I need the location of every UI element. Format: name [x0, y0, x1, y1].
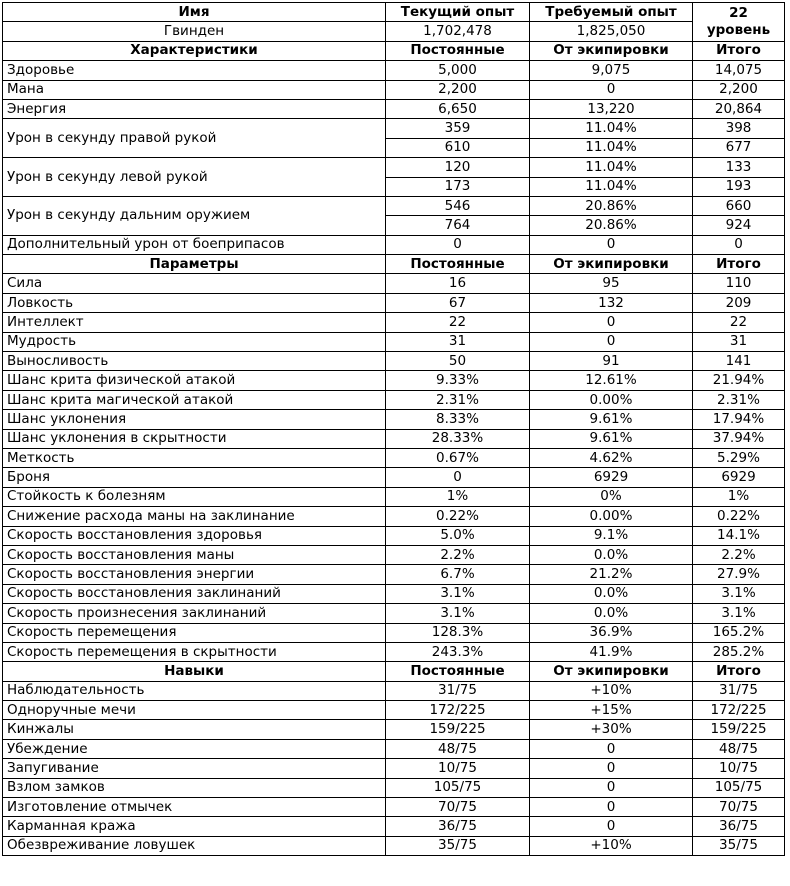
- required-xp-value: 1,825,050: [530, 22, 693, 41]
- skill-row-total: 36/75: [693, 817, 785, 836]
- parameter-row: [3, 565, 785, 584]
- skill-row: [3, 836, 785, 855]
- name-column-header: Имя: [3, 3, 386, 22]
- parameter-row-equip: 0.00%: [530, 390, 693, 409]
- skill-row: [3, 798, 785, 817]
- stat-equip: 9,075: [530, 61, 693, 80]
- parameter-row: [3, 545, 785, 564]
- stat-row-dps-ranged: [3, 196, 785, 215]
- current-xp-value: 1,702,478: [386, 22, 530, 41]
- parameter-row: [3, 487, 785, 506]
- parameter-row-total: 0.22%: [693, 507, 785, 526]
- parameters-header-row: [3, 255, 785, 274]
- parameter-row-total: 6929: [693, 468, 785, 487]
- stat-base: 764: [386, 216, 530, 235]
- parameter-row-equip: 95: [530, 274, 693, 293]
- skill-row-equip: +10%: [530, 836, 693, 855]
- parameter-row-label: Скорость перемещения в скрытности: [3, 642, 386, 661]
- skill-row: [3, 759, 785, 778]
- parameter-row: [3, 604, 785, 623]
- level-cell: [693, 3, 785, 42]
- parameter-row-label: Шанс уклонения: [3, 410, 386, 429]
- parameter-row-equip: 0.00%: [530, 507, 693, 526]
- skill-row-label: Обезвреживание ловушек: [3, 836, 386, 855]
- required-xp-column-header: Требуемый опыт: [530, 3, 693, 22]
- skill-row-base: 36/75: [386, 817, 530, 836]
- stat-total: 0: [693, 235, 785, 254]
- skill-row-total: 159/225: [693, 720, 785, 739]
- stat-base: 359: [386, 119, 530, 138]
- parameter-row-label: Мудрость: [3, 332, 386, 351]
- parameter-row-total: 209: [693, 293, 785, 312]
- parameter-row-equip: 6929: [530, 468, 693, 487]
- stat-total: 14,075: [693, 61, 785, 80]
- parameter-row-base: 50: [386, 352, 530, 371]
- parameter-row-base: 1%: [386, 487, 530, 506]
- stat-base: 6,650: [386, 99, 530, 118]
- skill-row-equip: +15%: [530, 701, 693, 720]
- equipment-column-header: От экипировки: [530, 41, 693, 60]
- parameter-row: [3, 507, 785, 526]
- parameter-row: [3, 371, 785, 390]
- parameter-row-label: Интеллект: [3, 313, 386, 332]
- equipment-column-header: От экипировки: [530, 255, 693, 274]
- parameter-row-base: 16: [386, 274, 530, 293]
- parameter-row-base: 0.22%: [386, 507, 530, 526]
- parameter-row-equip: 9.61%: [530, 429, 693, 448]
- stat-row-dps-left: [3, 158, 785, 177]
- skill-row: [3, 701, 785, 720]
- parameter-row-total: 5.29%: [693, 448, 785, 467]
- equipment-column-header: От экипировки: [530, 662, 693, 681]
- parameter-row-total: 2.31%: [693, 390, 785, 409]
- parameter-row-total: 14.1%: [693, 526, 785, 545]
- parameters-title: Параметры: [3, 255, 386, 274]
- parameter-row-equip: 12.61%: [530, 371, 693, 390]
- parameter-row-total: 285.2%: [693, 642, 785, 661]
- skill-row-total: 105/75: [693, 778, 785, 797]
- parameter-row-total: 1%: [693, 487, 785, 506]
- skill-row: [3, 817, 785, 836]
- parameter-row-equip: 9.1%: [530, 526, 693, 545]
- stat-base: 120: [386, 158, 530, 177]
- parameter-row: [3, 293, 785, 312]
- skill-row-label: Взлом замков: [3, 778, 386, 797]
- parameter-row-base: 3.1%: [386, 584, 530, 603]
- stat-row-mana: [3, 80, 785, 99]
- parameter-row-label: Скорость восстановления заклинаний: [3, 584, 386, 603]
- skill-row-label: Наблюдательность: [3, 681, 386, 700]
- parameter-row-base: 9.33%: [386, 371, 530, 390]
- parameter-row-base: 5.0%: [386, 526, 530, 545]
- skill-row-equip: 0: [530, 798, 693, 817]
- skill-row-equip: +10%: [530, 681, 693, 700]
- stat-base: 173: [386, 177, 530, 196]
- parameter-row-equip: 4.62%: [530, 448, 693, 467]
- parameter-row-label: Снижение расхода маны на заклинание: [3, 507, 386, 526]
- parameter-row-label: Выносливость: [3, 352, 386, 371]
- parameter-row-equip: 0.0%: [530, 545, 693, 564]
- skill-row-total: 31/75: [693, 681, 785, 700]
- skill-row-label: Убеждение: [3, 739, 386, 758]
- parameter-row: [3, 274, 785, 293]
- stat-total: 20,864: [693, 99, 785, 118]
- parameter-row: [3, 410, 785, 429]
- stat-total: 660: [693, 196, 785, 215]
- parameter-row-total: 22: [693, 313, 785, 332]
- parameter-row-equip: 9.61%: [530, 410, 693, 429]
- parameter-row-equip: 36.9%: [530, 623, 693, 642]
- parameter-row-base: 8.33%: [386, 410, 530, 429]
- parameter-row-equip: 0.0%: [530, 584, 693, 603]
- stat-equip: 20.86%: [530, 216, 693, 235]
- stat-row-energy: [3, 99, 785, 118]
- parameter-row-total: 21.94%: [693, 371, 785, 390]
- parameter-row-label: Шанс крита физической атакой: [3, 371, 386, 390]
- parameter-row-equip: 0.0%: [530, 604, 693, 623]
- parameter-row-label: Шанс крита магической атакой: [3, 390, 386, 409]
- stat-base: 5,000: [386, 61, 530, 80]
- parameter-row-base: 28.33%: [386, 429, 530, 448]
- parameter-row: [3, 642, 785, 661]
- skill-row-label: Карманная кража: [3, 817, 386, 836]
- skill-row-base: 70/75: [386, 798, 530, 817]
- base-column-header: Постоянные: [386, 255, 530, 274]
- parameter-row: [3, 526, 785, 545]
- stat-equip: 0: [530, 80, 693, 99]
- stat-base: 2,200: [386, 80, 530, 99]
- parameter-row-base: 0: [386, 468, 530, 487]
- level-word: уровень: [706, 21, 771, 38]
- parameter-row-total: 110: [693, 274, 785, 293]
- stat-equip: 11.04%: [530, 158, 693, 177]
- parameter-row-total: 3.1%: [693, 584, 785, 603]
- parameter-row-label: Сила: [3, 274, 386, 293]
- skill-row-label: Одноручные мечи: [3, 701, 386, 720]
- parameter-row-equip: 91: [530, 352, 693, 371]
- parameter-row: [3, 584, 785, 603]
- skill-row-label: Запугивание: [3, 759, 386, 778]
- skill-row-total: 70/75: [693, 798, 785, 817]
- parameter-row-equip: 41.9%: [530, 642, 693, 661]
- stat-equip: 13,220: [530, 99, 693, 118]
- skill-row-base: 172/225: [386, 701, 530, 720]
- header-row: [3, 3, 785, 22]
- parameter-row-base: 0.67%: [386, 448, 530, 467]
- stat-equip: 0: [530, 235, 693, 254]
- parameter-row-base: 2.31%: [386, 390, 530, 409]
- parameter-row-label: Шанс уклонения в скрытности: [3, 429, 386, 448]
- stat-equip: 11.04%: [530, 138, 693, 157]
- parameter-row-equip: 0%: [530, 487, 693, 506]
- skill-row-total: 35/75: [693, 836, 785, 855]
- parameter-row-label: Броня: [3, 468, 386, 487]
- parameter-row-base: 67: [386, 293, 530, 312]
- parameter-row-label: Скорость восстановления маны: [3, 545, 386, 564]
- parameter-row-label: Меткость: [3, 448, 386, 467]
- character-stats-table: [2, 2, 785, 856]
- parameter-row-equip: 0: [530, 332, 693, 351]
- base-column-header: Постоянные: [386, 41, 530, 60]
- stat-base: 0: [386, 235, 530, 254]
- skill-row-equip: 0: [530, 739, 693, 758]
- skill-row-equip: +30%: [530, 720, 693, 739]
- stat-total: 2,200: [693, 80, 785, 99]
- parameter-row-total: 31: [693, 332, 785, 351]
- skill-row-total: 48/75: [693, 739, 785, 758]
- parameter-row-label: Скорость перемещения: [3, 623, 386, 642]
- skill-row-base: 48/75: [386, 739, 530, 758]
- stat-label: Здоровье: [3, 61, 386, 80]
- skill-row-total: 10/75: [693, 759, 785, 778]
- parameters-body: [3, 274, 785, 662]
- skill-row-base: 105/75: [386, 778, 530, 797]
- stat-base: 546: [386, 196, 530, 215]
- parameter-row-total: 2.2%: [693, 545, 785, 564]
- parameter-row-equip: 132: [530, 293, 693, 312]
- stat-total: 924: [693, 216, 785, 235]
- level-number: 22: [729, 4, 748, 21]
- stat-row-health: [3, 61, 785, 80]
- total-column-header: Итого: [693, 255, 785, 274]
- parameter-row-total: 3.1%: [693, 604, 785, 623]
- stat-total: 193: [693, 177, 785, 196]
- skill-row-total: 172/225: [693, 701, 785, 720]
- parameter-row-base: 31: [386, 332, 530, 351]
- stat-label: Урон в секунду правой рукой: [3, 119, 386, 158]
- parameter-row-label: Скорость восстановления здоровья: [3, 526, 386, 545]
- stat-label: Урон в секунду левой рукой: [3, 158, 386, 197]
- parameter-row: [3, 390, 785, 409]
- skill-row: [3, 739, 785, 758]
- parameter-row-base: 3.1%: [386, 604, 530, 623]
- parameter-row: [3, 623, 785, 642]
- parameter-row-equip: 0: [530, 313, 693, 332]
- parameter-row-base: 22: [386, 313, 530, 332]
- character-name: Гвинден: [3, 22, 386, 41]
- skill-row-equip: 0: [530, 759, 693, 778]
- characteristics-header-row: [3, 41, 785, 60]
- skill-row-label: Кинжалы: [3, 720, 386, 739]
- skill-row-equip: 0: [530, 817, 693, 836]
- characteristics-title: Характеристики: [3, 41, 386, 60]
- skill-row: [3, 778, 785, 797]
- stat-total: 677: [693, 138, 785, 157]
- current-xp-column-header: Текущий опыт: [386, 3, 530, 22]
- stat-base: 610: [386, 138, 530, 157]
- stat-row-ammo: [3, 235, 785, 254]
- skill-row-base: 159/225: [386, 720, 530, 739]
- stat-equip: 20.86%: [530, 196, 693, 215]
- parameter-row-total: 165.2%: [693, 623, 785, 642]
- skill-row: [3, 681, 785, 700]
- skill-row-base: 31/75: [386, 681, 530, 700]
- parameter-row: [3, 429, 785, 448]
- skill-row-base: 10/75: [386, 759, 530, 778]
- skill-row-label: Изготовление отмычек: [3, 798, 386, 817]
- skill-row: [3, 720, 785, 739]
- skills-header-row: [3, 662, 785, 681]
- stat-equip: 11.04%: [530, 177, 693, 196]
- parameter-row: [3, 313, 785, 332]
- parameter-row-total: 141: [693, 352, 785, 371]
- stat-label: Энергия: [3, 99, 386, 118]
- parameter-row-total: 17.94%: [693, 410, 785, 429]
- total-column-header: Итого: [693, 662, 785, 681]
- skill-row-base: 35/75: [386, 836, 530, 855]
- parameter-row-base: 2.2%: [386, 545, 530, 564]
- stat-total: 398: [693, 119, 785, 138]
- stat-label: Дополнительный урон от боеприпасов: [3, 235, 386, 254]
- skills-body: [3, 681, 785, 856]
- parameter-row-base: 6.7%: [386, 565, 530, 584]
- stat-equip: 11.04%: [530, 119, 693, 138]
- base-column-header: Постоянные: [386, 662, 530, 681]
- parameter-row-label: Скорость восстановления энергии: [3, 565, 386, 584]
- total-column-header: Итого: [693, 41, 785, 60]
- skills-title: Навыки: [3, 662, 386, 681]
- parameter-row-total: 37.94%: [693, 429, 785, 448]
- stat-label: Мана: [3, 80, 386, 99]
- parameter-row-base: 128.3%: [386, 623, 530, 642]
- character-row: [3, 22, 785, 41]
- parameter-row: [3, 332, 785, 351]
- parameter-row: [3, 448, 785, 467]
- parameter-row: [3, 468, 785, 487]
- parameter-row: [3, 352, 785, 371]
- parameter-row-label: Ловкость: [3, 293, 386, 312]
- skill-row-equip: 0: [530, 778, 693, 797]
- parameter-row-total: 27.9%: [693, 565, 785, 584]
- stat-total: 133: [693, 158, 785, 177]
- parameter-row-label: Стойкость к болезням: [3, 487, 386, 506]
- stat-row-dps-right: [3, 119, 785, 138]
- stat-label: Урон в секунду дальним оружием: [3, 196, 386, 235]
- parameter-row-equip: 21.2%: [530, 565, 693, 584]
- parameter-row-base: 243.3%: [386, 642, 530, 661]
- parameter-row-label: Скорость произнесения заклинаний: [3, 604, 386, 623]
